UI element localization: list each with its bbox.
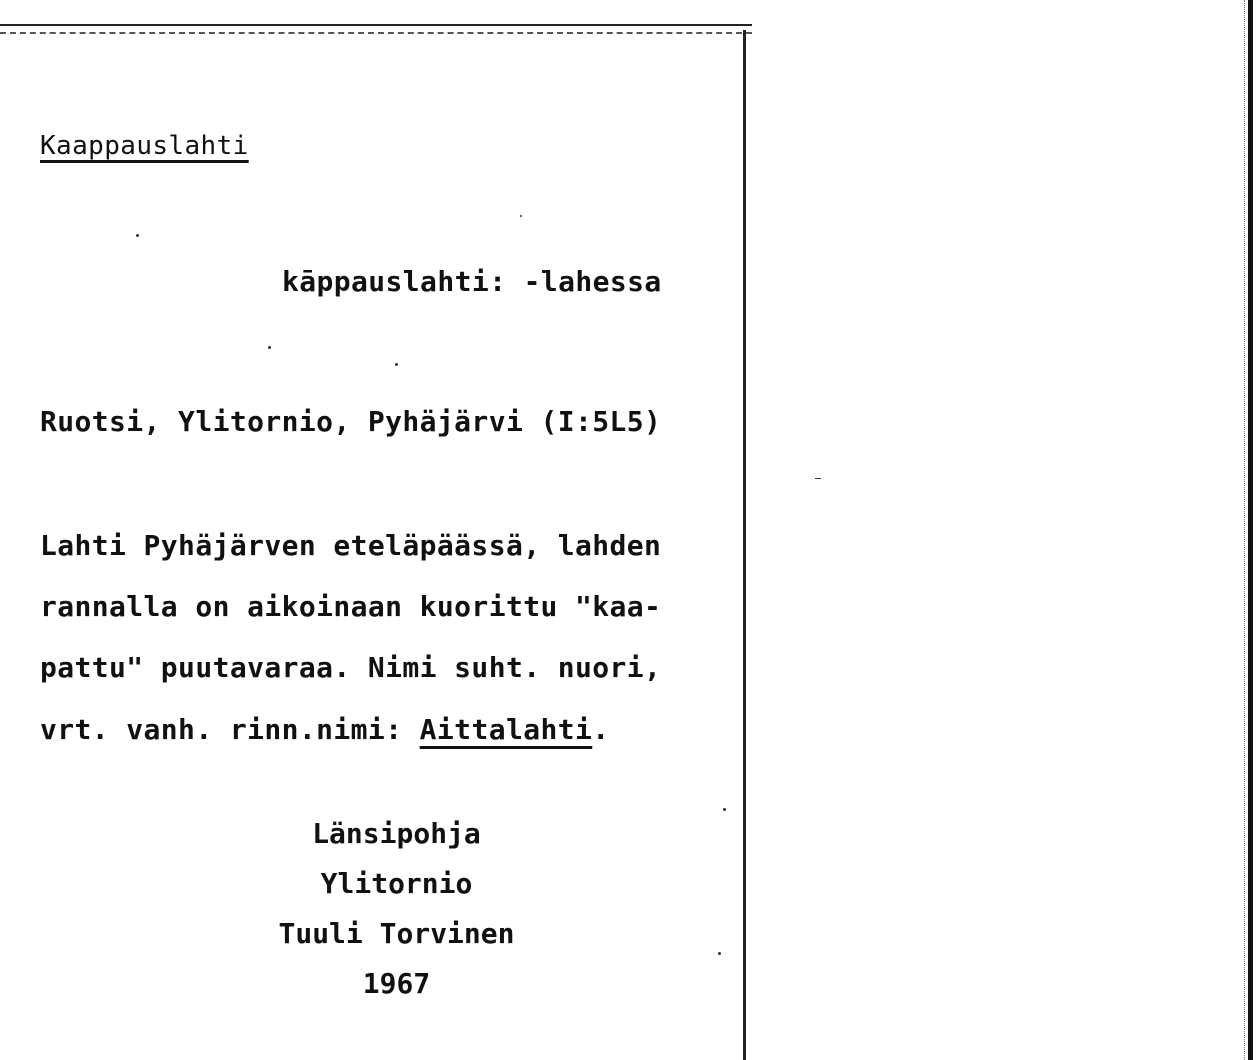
alternate-name: Aittalahti	[419, 713, 593, 746]
scan-border	[1248, 0, 1253, 1060]
scan-speck	[723, 808, 726, 811]
description-line-3: pattu" puutavaraa. Nimi suht. nuori,	[40, 651, 662, 684]
card-title: Kaappauslahti	[40, 131, 249, 161]
scan-speck	[268, 346, 271, 349]
scan-speck	[136, 234, 139, 237]
description-line-4	[40, 713, 610, 746]
card-right-edge	[743, 30, 746, 1060]
location-line: Ruotsi, Ylitornio, Pyhäjärvi (I:5L5)	[40, 405, 662, 438]
description-line-1: Lahti Pyhäjärven eteläpäässä, lahden	[40, 529, 662, 562]
scan-speck	[395, 363, 398, 366]
signature-year: 1967	[362, 967, 431, 1000]
signature-collector: Tuuli Torvinen	[278, 917, 515, 950]
scan-speck	[718, 952, 721, 955]
description-line-4-suffix: .	[592, 713, 610, 746]
headword-entry: kāppauslahti: -lahessa	[282, 265, 662, 298]
description-line-4-prefix: vrt. vanh. rinn.nimi:	[40, 713, 420, 746]
scan-speck	[520, 215, 522, 217]
signature-region: Länsipohja	[312, 817, 481, 850]
scan-speck	[815, 478, 821, 479]
description-line-2: rannalla on aikoinaan kuorittu "kaa-	[40, 590, 662, 623]
card-top-edge	[0, 24, 752, 34]
signature-parish: Ylitornio	[320, 867, 473, 900]
scan-border-faint	[1244, 0, 1246, 1060]
